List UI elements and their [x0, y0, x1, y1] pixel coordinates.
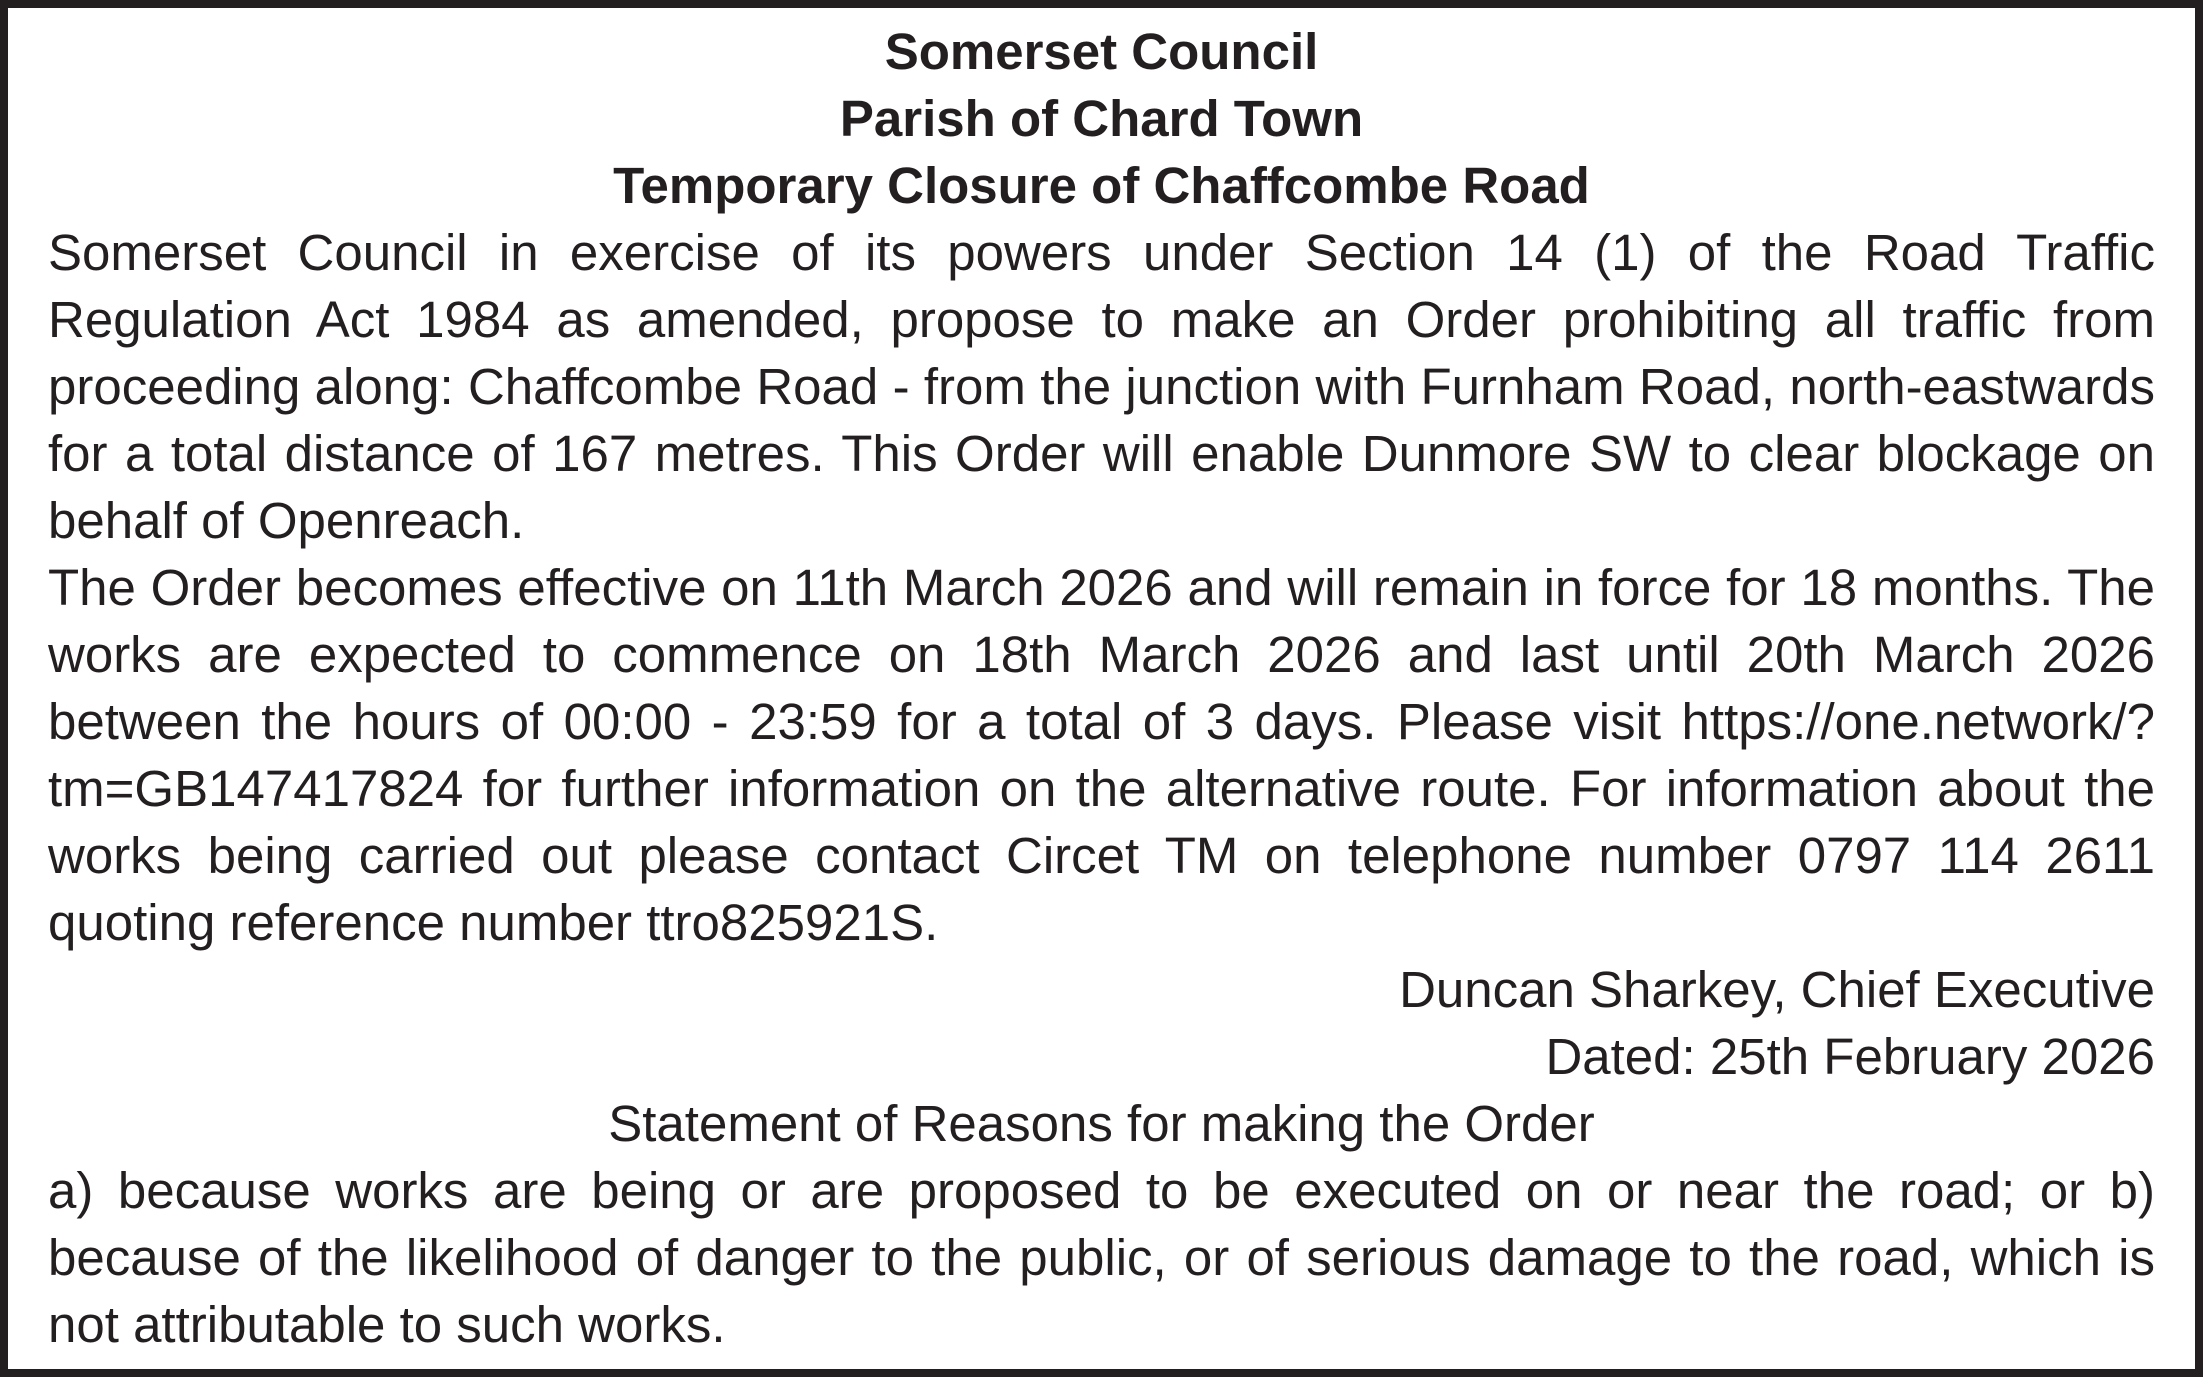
notice-title: Temporary Closure of Chaffcombe Road: [613, 157, 1590, 214]
reasons-title: Statement of Reasons for making the Order: [608, 1095, 1595, 1152]
order-schedule-paragraph: The Order becomes effective on 11th March 2026 and will remain in force for 18 months. The works are expected to commence on 18th March 2026 and last until 20th March 2026 between the hours of 00:00 - 23:59 for a total of 3 days. Please visit https://one.network/?tm=GB147417824 for further information on the alternative route. For information about the works being carried out please contact Circet TM on telephone number 0797 114 2611 quoting reference number ttro825921S.: [48, 559, 2155, 951]
council-name: Somerset Council: [884, 23, 1319, 80]
dated-line: Dated: 25th February 2026: [1545, 1028, 2155, 1085]
parish-name: Parish of Chard Town: [839, 90, 1364, 147]
signatory: Duncan Sharkey, Chief Executive: [1399, 961, 2155, 1018]
reasons-text: a) because works are being or are proposed to be executed on or near the road; or b) because of the likelihood of danger to the public, or of serious damage to the road, which is not attributable to such works.: [48, 1162, 2155, 1353]
order-description-paragraph: Somerset Council in exercise of its powers under Section 14 (1) of the Road Traffic Regulation Act 1984 as amended, propose to make an Order prohibiting all traffic from proceeding along: Chaffcombe Road - from the junction with Furnham Road, north-eastwards for a total distance of 167 metres. This Order will enable Dunmore SW to clear blockage on behalf of Openreach.: [48, 224, 2155, 549]
